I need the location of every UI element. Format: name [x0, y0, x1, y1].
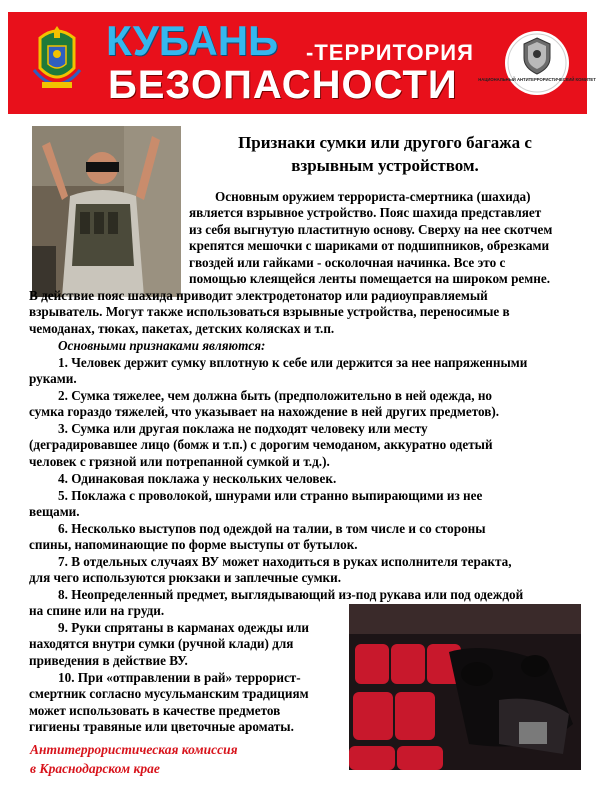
photo-theater-seats — [349, 604, 581, 770]
sign-item-6-line: 6. Несколько выступов под одеждой на талии, в том числе и со стороны — [58, 521, 486, 536]
banner-title-safety: БЕЗОПАСНОСТИ — [108, 63, 458, 107]
signs-heading: Основными признаками являются: — [58, 338, 266, 353]
sign-item-5-line: 5. Поклажа с проволокой, шнурами или странно выпирающими из нее — [58, 488, 483, 503]
sign-item-10-line: может использовать в качестве предметов — [29, 703, 281, 718]
intro-line: крепятся мешочки с шариками от подшипников, обрезками — [189, 238, 550, 253]
intro-line: из себя выгнутую пластитную основу. Сверху на нее скотчем — [189, 222, 553, 237]
sign-item-2-line: 2. Сумка тяжелее, чем должна быть (предположительно в ней одежда, но — [58, 388, 493, 403]
banner-title-territory: -ТЕРРИТОРИЯ — [306, 40, 474, 65]
sign-item-3-line: (деградировавшее лицо (бомж и т.п.) с дорогим чемоданом, аккуратно одетый — [29, 437, 493, 452]
sign-item-8-line: 8. Неопределенный предмет, выглядывающий из-под рукава или под одеждой — [58, 587, 524, 602]
sign-item-3-line: человек с грязной или потрепанной сумкой и т.д.). — [29, 454, 330, 469]
sign-item-7-line: 7. В отдельных случаях ВУ может находиться в руках исполнителя теракта, — [58, 554, 512, 569]
intro-line: является взрывное устройство. Пояс шахида представляет — [189, 205, 542, 220]
footer-line-2: в Краснодарском крае — [30, 761, 160, 776]
page-title: Признаки сумки или другого багажа с взрывным устройством. — [238, 133, 532, 175]
intro-line: В действие пояс шахида приводит электродетонатор или радиоуправляемый — [29, 288, 488, 303]
intro-line: взрыватель. Могут также использоваться взрывные устройства, переносимые в — [29, 304, 510, 319]
sign-item-9-line: 9. Руки спрятаны в карманах одежды или — [58, 620, 309, 635]
sign-item-4-line: 4. Одинаковая поклажа у нескольких человек. — [58, 471, 337, 486]
photo-person-with-explosive-belt — [32, 126, 181, 297]
intro-line: Основным оружием террориста-смертника (шахида) — [215, 189, 531, 204]
intro-line: помощью клеящейся ленты помещается на широком ремне. — [189, 271, 550, 286]
sign-item-9-line: находятся внутри сумки (ручной клади) для — [29, 636, 294, 651]
sign-item-6-line: спины, напоминающие по форме выступы от бутылок. — [29, 537, 358, 552]
sign-item-8-line: на спине или на груди. — [29, 603, 165, 618]
footer-signature — [30, 740, 238, 778]
sign-item-10-line: смертник согласно мусульманским традициям — [29, 686, 309, 701]
footer-line-1: Антитеррористическая комиссия — [30, 742, 238, 757]
antiterror-emblem-text: НАЦИОНАЛЬНЫЙ АНТИТЕРРОРИСТИЧЕСКИЙ КОМИТЕТ — [478, 77, 596, 82]
sign-item-2-line: сумка гораздо тяжелей, что указывает на нахождение в ней других предметов). — [29, 404, 500, 419]
header-banner — [8, 12, 596, 114]
banner-title-kuban: КУБАНЬ — [106, 17, 279, 64]
sign-item-7-line: для чего используются рюкзаки и заплечные сумки. — [29, 570, 342, 585]
sign-item-3-line: 3. Сумка или другая поклажа не подходят человеку или месту — [58, 421, 428, 436]
sign-item-1-line: 1. Человек держит сумку вплотную к себе или держится за нее напряженными — [58, 355, 528, 370]
sign-item-5-line: вещами. — [29, 504, 80, 519]
sign-item-9-line: приведения в действие ВУ. — [29, 653, 188, 668]
sign-item-10-line: 10. При «отправлении в рай» террорист- — [58, 670, 301, 685]
antiterror-committee-emblem — [478, 30, 596, 96]
coat-of-arms-emblem — [28, 20, 86, 100]
intro-line: гвоздей или гайками - осколочная начинка. Все это с — [189, 255, 506, 270]
sign-item-1-line: руками. — [29, 371, 77, 386]
sign-item-10-line: гигиены травяные или цветочные ароматы. — [29, 719, 294, 734]
intro-line: чемоданах, тюках, пакетах, детских колясках и т.п. — [29, 321, 335, 336]
